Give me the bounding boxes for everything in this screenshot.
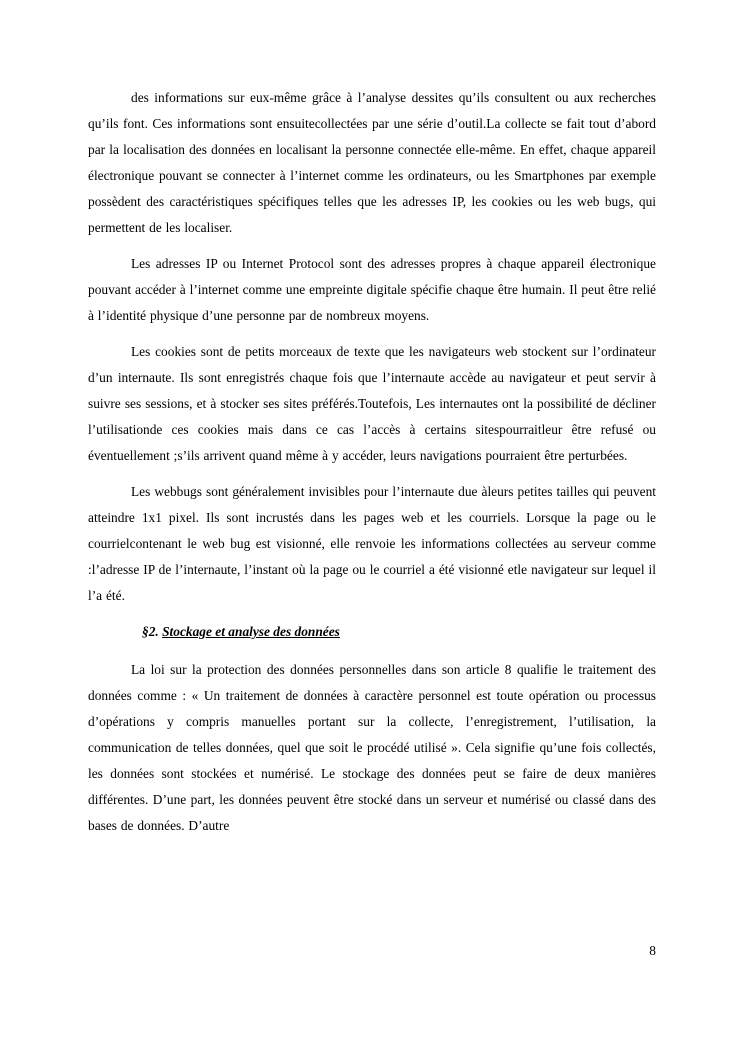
section-number: §2. [142,624,159,639]
page-body [88,85,656,849]
paragraph-data-storage: La loi sur la protection des données personnelles dans son article 8 qualifie le traitement des données comme : « Un traitement de données à caractère personnel est toute opération ou processus d’opérations y compris manuelles portant sur la collecte, l’enregistrement, l’utilisation, la communication de telles données, quel que soit le procédé utilisé ». Cela signifie qu’une fois collectés, les données sont stockées et numérisé. Le stockage des données peut se faire de deux manières différentes. D’une part, les données peuvent être stocké dans un serveur et numérisé ou classé dans des bases de données. D’autre [88,662,656,833]
paragraph-data-collection: des informations sur eux-même grâce à l’analyse dessites qu’ils consultent ou aux recherches qu’ils font. Ces informations sont ensuitecollectées par une série d’outil.La collecte se fait tout d’abord par la localisation des données en localisant la personne connectée elle-même. En effet, chaque appareil électronique pouvant se connecter à l’internet comme les ordinateurs, ou les Smartphones par exemple possèdent des caractéristiques spécifiques telles que les adresses IP, les cookies ou les web bugs, qui permettent de les localiser. [88,90,656,235]
paragraph-ip-addresses: Les adresses IP ou Internet Protocol sont des adresses propres à chaque appareil électronique pouvant accéder à l’internet comme une empreinte digitale spécifie chaque être humain. Il peut être relié à l’identité physique d’une personne par de nombreux moyens. [88,256,656,323]
section-title: Stockage et analyse des données [162,624,340,639]
section-heading [88,619,656,645]
paragraph-cookies: Les cookies sont de petits morceaux de texte que les navigateurs web stockent sur l’ordinateur d’un internaute. Ils sont enregistrés chaque fois que l’internaute accède au navigateur et peut servir à suivre ses sessions, et à stocker ses sites préférés.Toutefois, Les internautes ont la possibilité de décliner l’utilisationde ces cookies mais dans ce cas l’accès à certains sitespourraitleur être refusé ou éventuellement ;s’ils arrivent quand même à y accéder, leurs navigations pourraient être perturbées. [88,344,656,463]
paragraph-web-bugs: Les webbugs sont généralement invisibles pour l’internaute due àleurs petites tailles qui peuvent atteindre 1x1 pixel. Ils sont incrustés dans les pages web et les courriels. Lorsque la page ou le courrielcontenant le web bug est visionné, elle renvoie les informations collectées au serveur comme :l’adresse IP de l’internaute, l’instant où la page ou le courriel a été visionné etle navigateur sur lequel il l’a été. [88,484,656,603]
page-number: 8 [649,943,656,958]
